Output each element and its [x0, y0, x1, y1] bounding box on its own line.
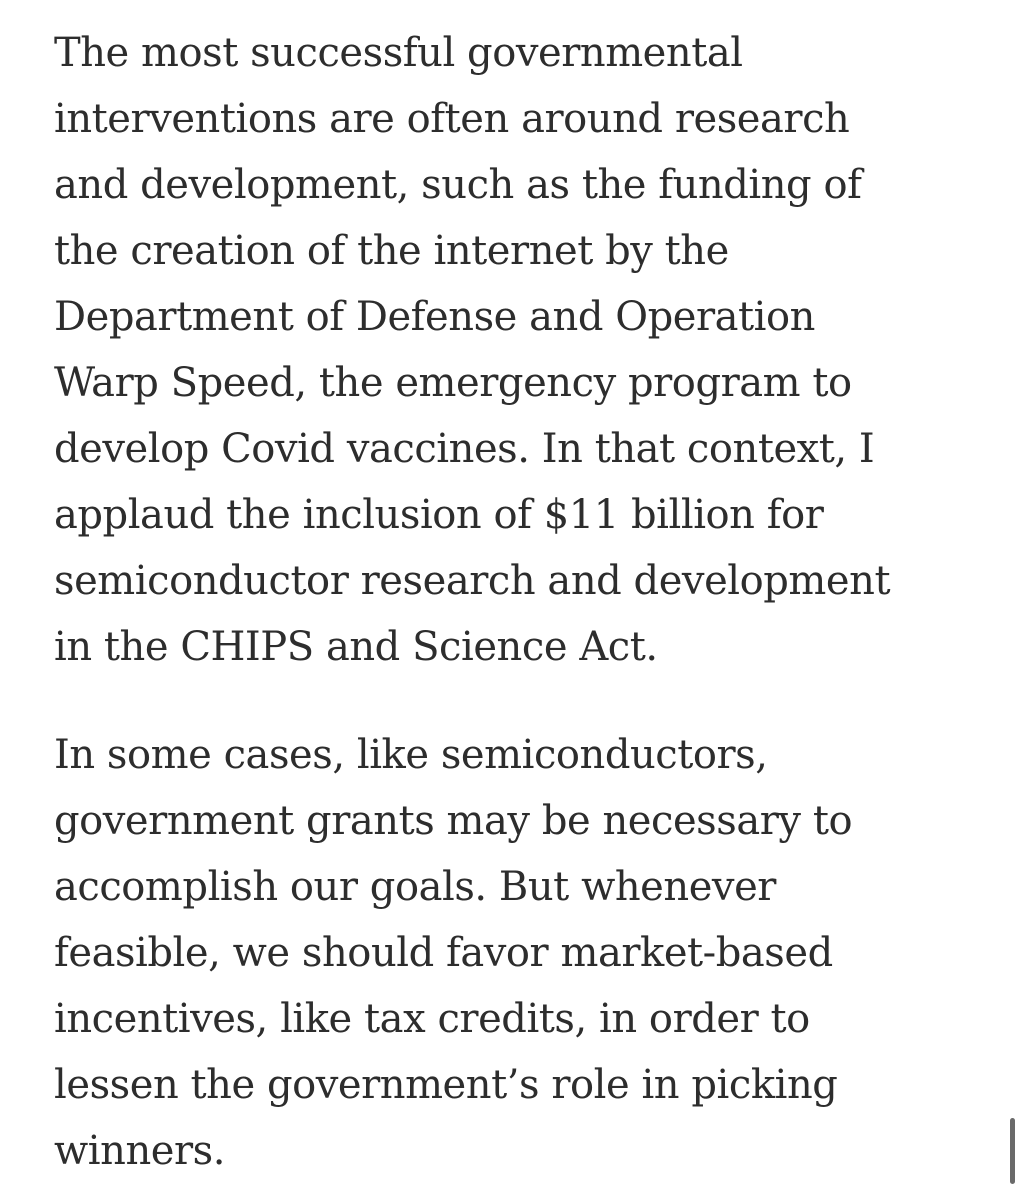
- paragraph-1: [54, 20, 984, 680]
- paragraph-line: Department of Defense and Operation: [54, 294, 815, 340]
- article-body: [54, 20, 984, 1184]
- paragraph-line: government grants may be necessary to: [54, 798, 853, 844]
- paragraph-line: applaud the inclusion of $11 billion for: [54, 492, 824, 538]
- paragraph-line: accomplish our goals. But whenever: [54, 864, 776, 910]
- paragraph-line: lessen the government’s role in picking: [54, 1062, 838, 1108]
- paragraph-line: semiconductor research and development: [54, 558, 891, 604]
- paragraph-line: feasible, we should favor market-based: [54, 930, 833, 976]
- scrollbar-thumb[interactable]: [1010, 1118, 1015, 1184]
- paragraph-line: Warp Speed, the emergency program to: [54, 360, 852, 406]
- paragraph-2: [54, 722, 984, 1184]
- paragraph-line: In some cases, like semiconductors,: [54, 732, 768, 778]
- paragraph-line: and development, such as the funding of: [54, 162, 862, 208]
- paragraph-line: the creation of the internet by the: [54, 228, 729, 274]
- paragraph-line: develop Covid vaccines. In that context, I: [54, 426, 875, 472]
- paragraph-line: in the CHIPS and Science Act.: [54, 624, 658, 670]
- paragraph-line: winners.: [54, 1128, 225, 1174]
- paragraph-line: The most successful governmental: [54, 30, 743, 76]
- paragraph-line: interventions are often around research: [54, 96, 850, 142]
- paragraph-line: incentives, like tax credits, in order to: [54, 996, 810, 1042]
